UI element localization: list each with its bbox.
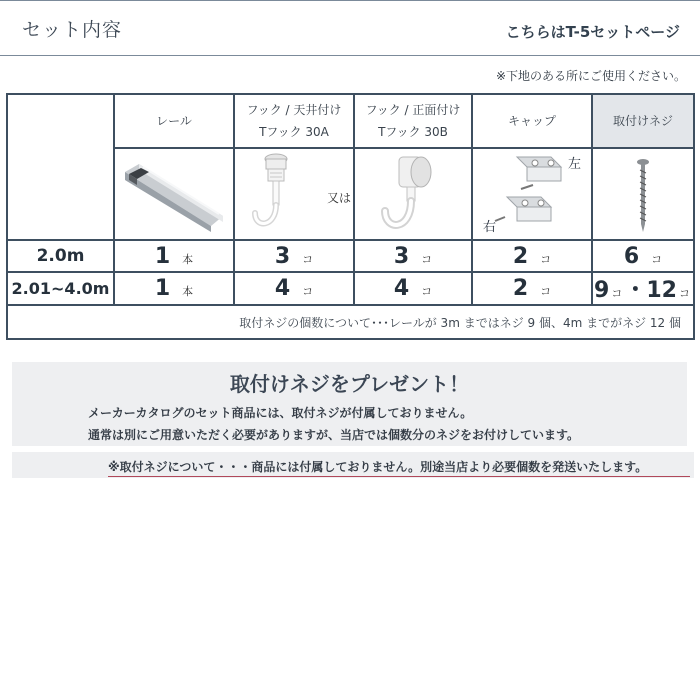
page-title: セット内容 [22,19,123,41]
ceiling-hook-icon [251,151,331,237]
qty-cell-hook-b: 3 コ [354,240,472,272]
header-row [7,94,694,148]
mounting-notice: ※下地のある所にご使用ください。 [495,69,686,83]
note-underline [108,476,690,477]
qty-cell-hook-b: 4 コ [354,272,472,305]
screw-image-cell [592,148,694,240]
screw-count-footnote: 取付ネジの個数について･･･レールが 3m まではネジ 9 個、4m までがネジ 12 個 [7,305,694,339]
hook-a-image-cell [234,148,354,240]
empty-corner-cell [7,94,114,240]
present-line-1: メーカーカタログのセット商品には、取付ネジが付属しておりません。 [88,406,473,420]
qty-cell-screw: 6 コ [592,240,694,272]
cap-left-label: 左 [567,157,581,172]
page-header [0,0,700,56]
hook-b-image-cell [354,148,472,240]
present-banner [12,362,687,446]
screw-note-text: ※取付ネジについて・・・商品には付属しておりません。別途当店より必要個数を発送いたします。 [108,460,648,474]
col-header-rail: レール [114,94,234,148]
screw-icon [628,154,658,234]
col-header-screw: 取付けネジ [592,94,694,148]
qty-cell-screw: 9 コ・12 コ [592,272,694,305]
col-header-hook-b: フック / 正面付け Tフック 30B [354,94,472,148]
footnote-row [7,305,694,339]
col-header-hook-a: フック / 天井付け Tフック 30A [234,94,354,148]
col-header-cap: キャップ [472,94,592,148]
table-row [7,272,694,305]
front-hook-icon [373,151,453,237]
qty-cell-rail: 1 本 [114,240,234,272]
set-page-label: こちらはT-5セットページ [505,23,680,41]
present-line-2: 通常は別にご用意いただく必要がありますが、当店では個数分のネジをお付けしています。 [88,428,580,442]
cap-image-cell [472,148,592,240]
qty-cell-cap: 2 コ [472,272,592,305]
qty-cell-hook-a: 4 コ [234,272,354,305]
cap-right-label: 右 [483,220,497,235]
row-label: 2.0m [7,240,114,272]
qty-cell-rail: 1 本 [114,272,234,305]
or-text: 又は [327,191,352,205]
screw-note-bar [12,452,694,478]
set-contents-table [6,93,695,340]
rail-icon [119,154,229,234]
rail-image-cell [114,148,234,240]
table-row [7,240,694,272]
row-label: 2.01~4.0m [7,272,114,305]
qty-cell-hook-a: 3 コ [234,240,354,272]
qty-cell-cap: 2 コ [472,240,592,272]
present-title: 取付けネジをプレゼント！ [229,372,470,396]
